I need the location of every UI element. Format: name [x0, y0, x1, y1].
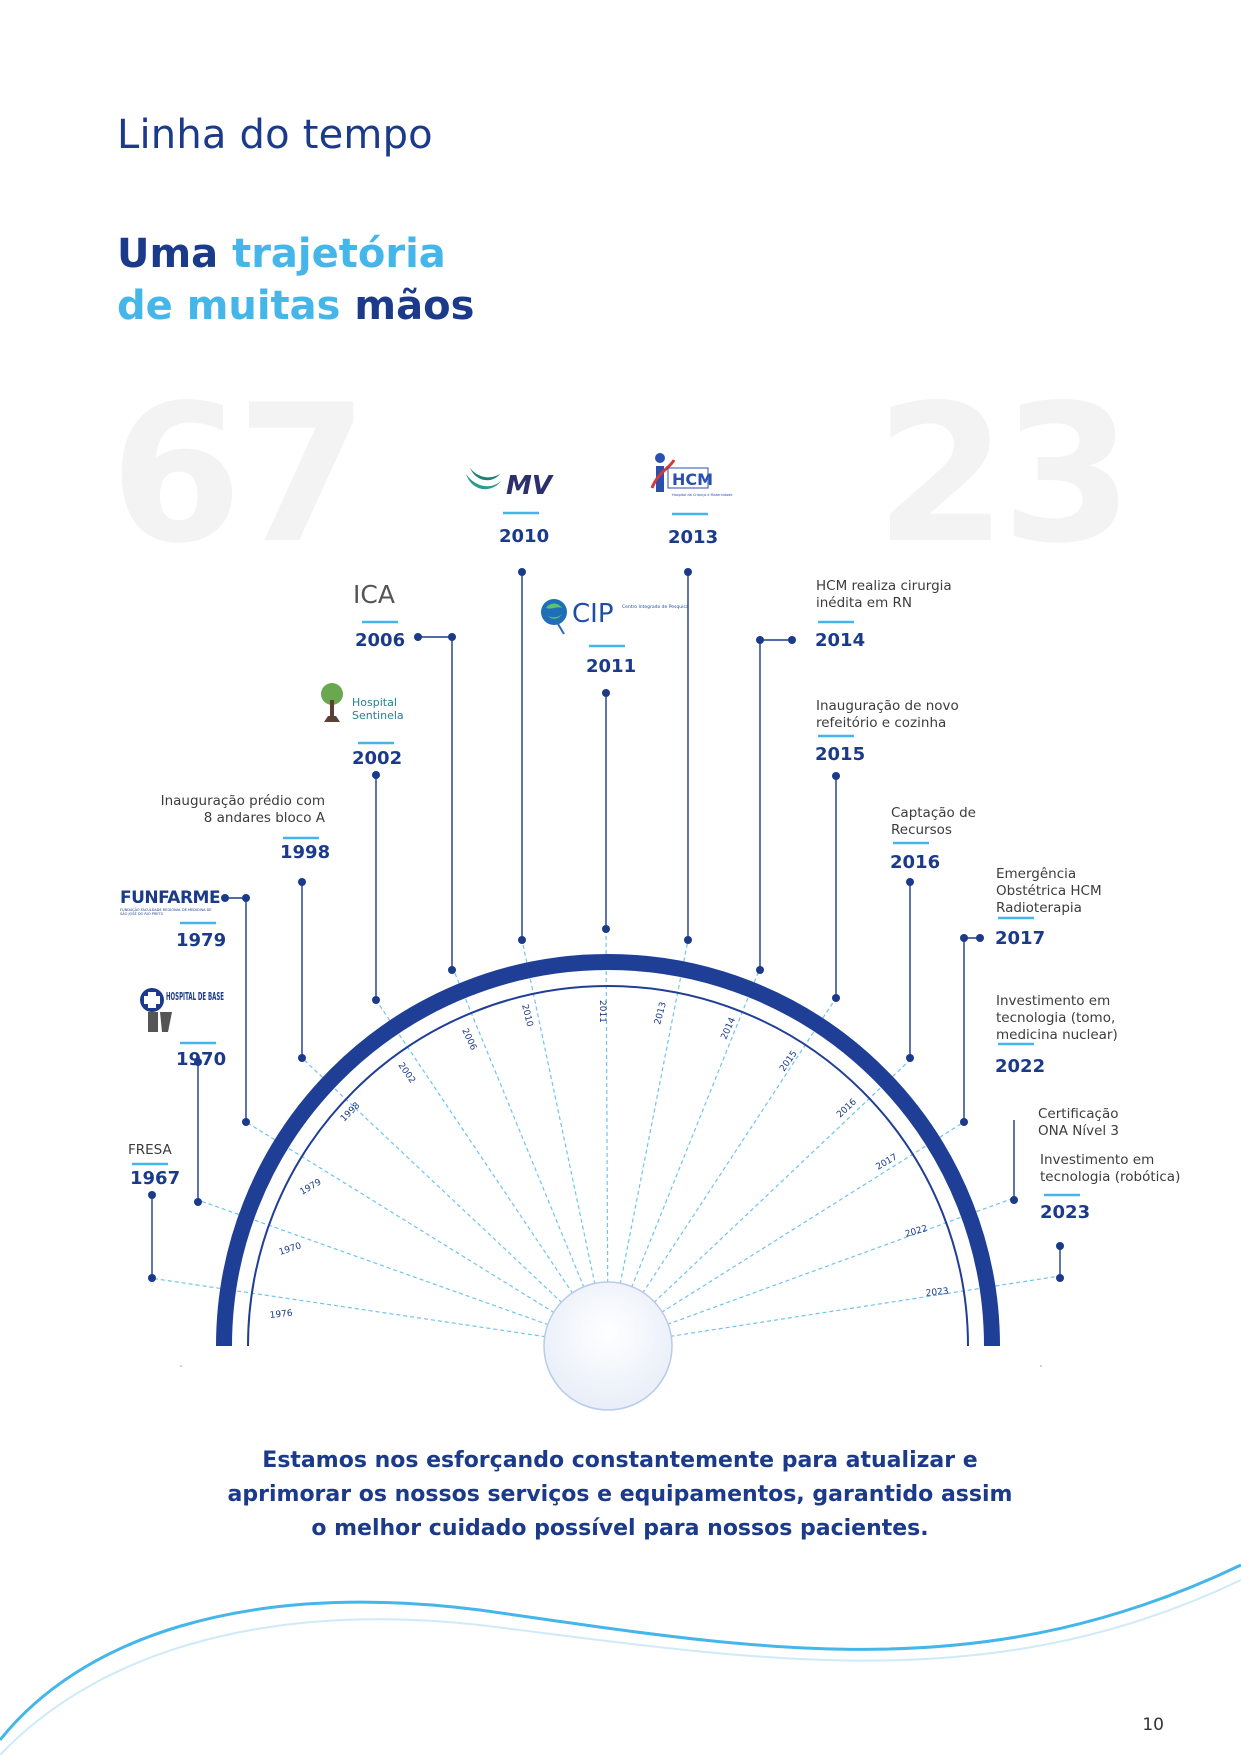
year-1967: 1967	[130, 1168, 181, 1189]
dot	[372, 996, 380, 1004]
year-2006: 2006	[355, 630, 406, 651]
dot	[832, 994, 840, 1002]
arc-label: 1976	[269, 1308, 294, 1321]
year-2011: 2011	[586, 656, 637, 677]
year-2022: 2022	[995, 1056, 1046, 1077]
arc-label: 2002	[395, 1060, 417, 1086]
year-2016: 2016	[890, 852, 941, 873]
arc-label: 2014	[719, 1016, 739, 1042]
year-2017: 2017	[995, 928, 1046, 949]
dot	[448, 966, 456, 974]
event-2015-text: Inauguração de novo refeitório e cozinha	[816, 698, 959, 731]
event-2023-text: Certificação ONA Nível 3	[1038, 1106, 1120, 1139]
dot	[684, 936, 692, 944]
event-2017-text: Emergência Obstétrica HCM Radioterapia	[996, 866, 1102, 916]
hospital-de-base-text: HOSPITAL DE BASE	[166, 990, 224, 1003]
background-number-left: 67	[110, 364, 363, 585]
dot	[148, 1191, 156, 1199]
funfarme-logo	[120, 888, 230, 918]
dot	[518, 568, 526, 576]
hcm-logo	[650, 452, 733, 504]
dot	[372, 771, 380, 779]
dot	[832, 772, 840, 780]
dot	[788, 636, 796, 644]
bottom-wave	[0, 1565, 1241, 1740]
event-1998-text: Inauguração prédio com 8 andares bloco A	[160, 793, 325, 826]
headline-highlight-1: trajetória	[232, 231, 446, 277]
event-2022-text: Investimento em tecnologia (tomo, medicina nuclear)	[996, 993, 1118, 1043]
dot	[602, 689, 610, 697]
dot	[906, 1054, 914, 1062]
year-1979: 1979	[176, 930, 227, 951]
year-2023: 2023	[1040, 1202, 1091, 1223]
dot	[684, 568, 692, 576]
hub-circle	[544, 1282, 672, 1410]
radial-line	[608, 1198, 1014, 1346]
dot	[1056, 1242, 1064, 1250]
year-1998: 1998	[280, 842, 331, 863]
ica-logo: ICA	[353, 580, 395, 609]
dot	[518, 936, 526, 944]
hcm-logo-text: HCM	[672, 470, 714, 489]
closing-line-3: o melhor cuidado possível para nossos pacientes.	[311, 1516, 929, 1541]
cip-logo	[540, 594, 689, 636]
dot	[960, 934, 968, 942]
year-1970: 1970	[176, 1049, 227, 1070]
event-2023-text-2: Investimento em tecnologia (robótica)	[1040, 1152, 1181, 1185]
arc-label: 1998	[339, 1100, 363, 1125]
dot	[194, 1198, 202, 1206]
dot	[906, 878, 914, 886]
dot	[976, 934, 984, 942]
mv-logo-mark	[462, 462, 567, 502]
arc-label: 2010	[519, 1003, 535, 1028]
dot	[756, 966, 764, 974]
connector-2014	[760, 640, 792, 970]
mv-logo-text: MV	[506, 471, 552, 501]
dot	[414, 633, 422, 641]
bottom-wave-faint	[0, 1580, 1241, 1755]
dot	[602, 925, 610, 933]
headline-highlight-2: de muitas	[117, 283, 341, 329]
dot	[298, 1054, 306, 1062]
closing-line-2: aprimorar os nossos serviços e equipamentos, garantido assim	[227, 1482, 1013, 1507]
year-2015: 2015	[815, 744, 866, 765]
funfarme-logo-text: FUNFARME	[120, 888, 221, 908]
dot	[960, 1118, 968, 1126]
connector-2006	[418, 637, 452, 970]
cip-logo-subtext: Centro Integrado de Pesquisa	[622, 605, 689, 610]
arc-label: 2016	[835, 1097, 859, 1121]
headline-part2: mãos	[340, 283, 475, 329]
headline-part1: Uma	[117, 231, 233, 277]
background-number-right: 23	[875, 364, 1128, 585]
closing-line-1: Estamos nos esforçando constantemente para atualizar e	[262, 1448, 978, 1473]
arc-label: 2015	[778, 1049, 800, 1074]
event-1967-text: FRESA	[128, 1142, 172, 1158]
cip-logo-text: CIP	[572, 599, 614, 629]
arc-label: 2017	[874, 1152, 900, 1173]
year-2013: 2013	[668, 527, 719, 548]
connector-1979	[225, 898, 246, 1122]
arc-label: 1979	[298, 1177, 324, 1198]
connector-2017	[964, 938, 980, 1122]
arc-label: 2022	[904, 1223, 929, 1240]
section-title: Linha do tempo	[117, 112, 433, 158]
year-2014: 2014	[815, 630, 866, 651]
hospital-sentinela-logo	[318, 682, 418, 728]
arc-label: 2013	[653, 1001, 669, 1026]
dot	[756, 636, 764, 644]
radial-line	[198, 1200, 608, 1346]
page-number: 10	[1142, 1715, 1164, 1735]
dot	[1010, 1196, 1018, 1204]
event-2014-text: HCM realiza cirurgia inédita em RN	[816, 578, 952, 611]
hospital-sentinela-line1: Hospital	[352, 696, 397, 709]
hospital-de-base-logo	[138, 986, 228, 1034]
hcm-logo-subtext: Hospital da Criança e Maternidade	[672, 493, 733, 497]
year-2002: 2002	[352, 748, 403, 769]
arc-label: 2006	[459, 1027, 479, 1053]
arc-label: 2023	[925, 1286, 950, 1299]
dot	[242, 1118, 250, 1126]
event-2016-text: Captação de Recursos	[891, 805, 976, 838]
dot	[148, 1274, 156, 1282]
year-2010: 2010	[499, 526, 550, 547]
dot	[298, 878, 306, 886]
closing-statement	[150, 1444, 1090, 1546]
dot	[1056, 1274, 1064, 1282]
arc-label: 2011	[597, 1000, 607, 1023]
arc-label: 1970	[277, 1241, 303, 1258]
dot	[448, 633, 456, 641]
mv-logo	[462, 462, 567, 502]
dot	[242, 894, 250, 902]
funfarme-logo-subtext: FUNDAÇÃO FACULDADE REGIONAL DE MEDICINA DE SÃO JOSÉ DO RIO PRETO	[120, 908, 212, 916]
hospital-sentinela-line2: Sentinela	[352, 709, 404, 722]
